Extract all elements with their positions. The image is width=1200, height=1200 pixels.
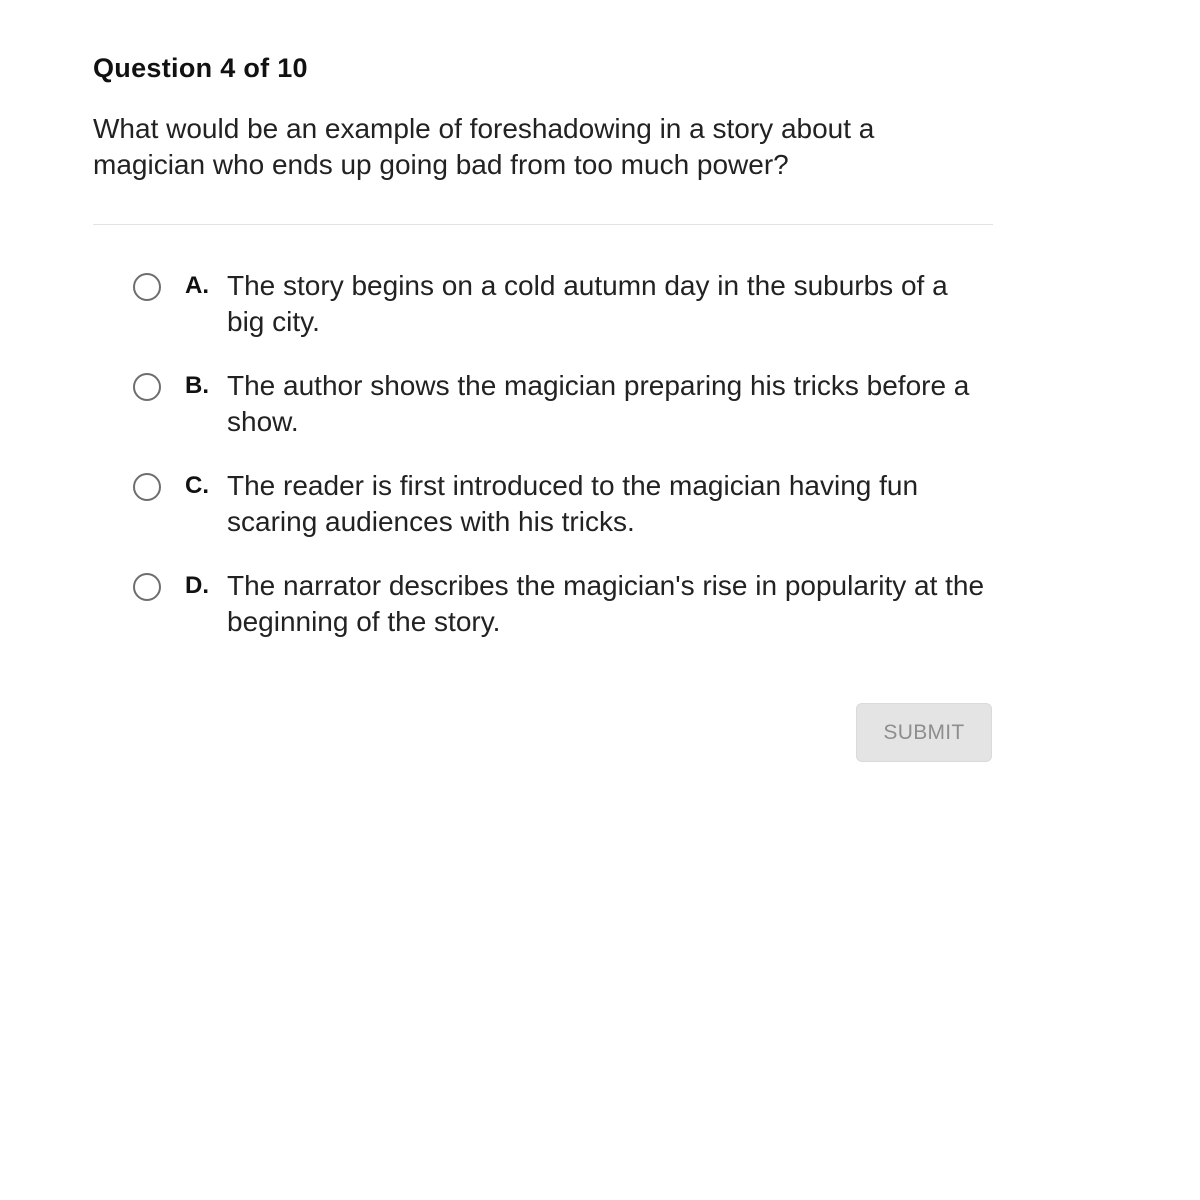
divider — [93, 224, 993, 225]
question-prompt: What would be an example of foreshadowing in a story about a magician who ends up going bad from too much power? — [93, 113, 875, 180]
radio-button-a[interactable] — [133, 273, 161, 301]
option-text: The narrator describes the magician's rise in popularity at the beginning of the story. — [227, 570, 985, 637]
option-letter: B. — [185, 372, 209, 399]
option-text: The reader is first introduced to the magician having fun scaring audiences with his tricks. — [227, 470, 919, 537]
answer-option-b[interactable] — [133, 368, 993, 468]
radio-button-c[interactable] — [133, 473, 161, 501]
radio-button-d[interactable] — [133, 573, 161, 601]
option-letter: D. — [185, 572, 209, 599]
radio-button-b[interactable] — [133, 373, 161, 401]
option-letter: C. — [185, 472, 209, 499]
option-letter: A. — [185, 272, 209, 299]
answer-option-c[interactable] — [133, 468, 993, 568]
quiz-panel — [93, 50, 993, 668]
submit-button[interactable]: SUBMIT — [856, 703, 992, 762]
answer-option-a[interactable] — [133, 268, 993, 368]
submit-row — [856, 703, 992, 762]
option-text: The story begins on a cold autumn day in the suburbs of a big city. — [227, 270, 948, 337]
question-counter: Question 4 of 10 — [93, 53, 308, 83]
option-text: The author shows the magician preparing his tricks before a show. — [227, 370, 970, 437]
answer-option-d[interactable] — [133, 568, 993, 668]
answer-options — [133, 268, 993, 668]
